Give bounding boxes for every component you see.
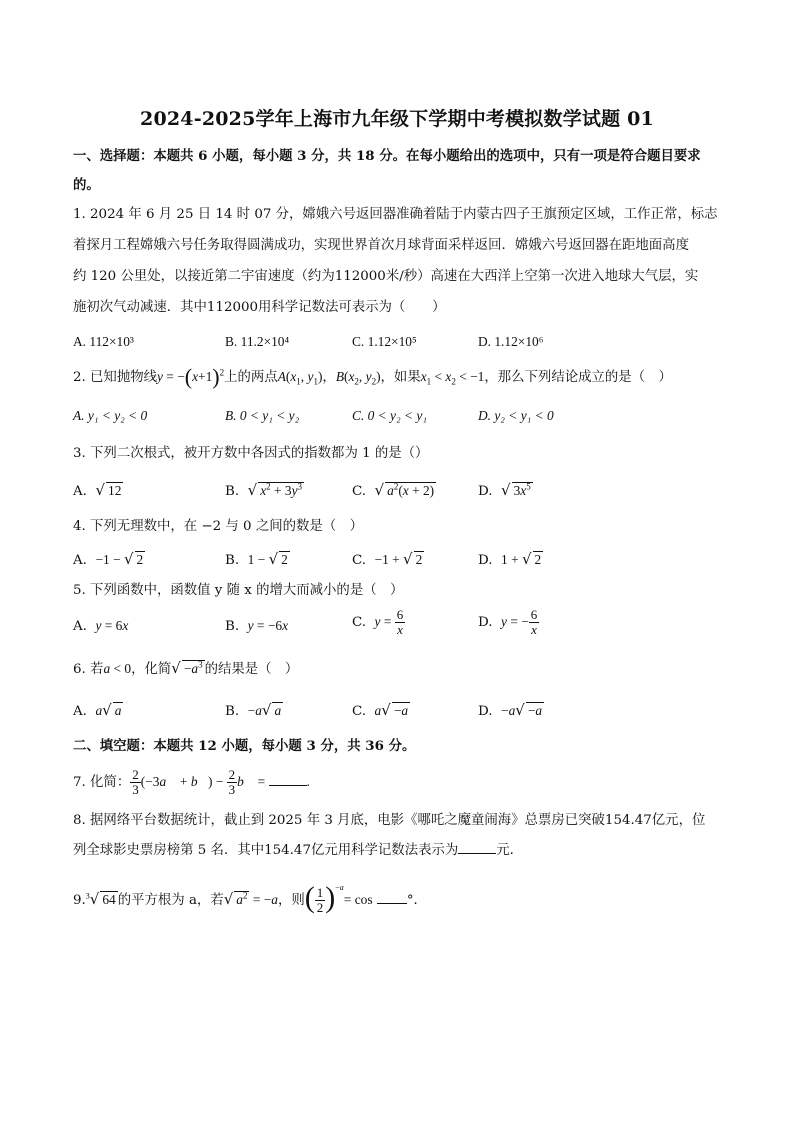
q5-option-a[interactable]: A. y = 6x <box>73 618 129 634</box>
q6-option-d[interactable]: D. −a√ −a <box>478 701 543 719</box>
q9-answer-blank[interactable] <box>377 891 407 904</box>
q8-line2: 列全球影史票房榜第 5 名．其中154.47亿元用科学记数法表示为 元． <box>73 843 524 858</box>
q5-stem: 5. 下列函数中，函数值 y 随 x 的增大而减小的是（ ） <box>73 583 404 598</box>
q2-option-c[interactable]: C. 0 < y₂ < y₁ <box>352 408 427 423</box>
q5-option-d[interactable]: D. y = − $\frac{6}{x}$ <box>478 607 538 637</box>
q2-stem-post: ，如果 <box>380 370 421 385</box>
q4-option-b[interactable]: B. 1 − √ 2 <box>225 550 288 568</box>
q8-line1: 8. 据网络平台数据统计，截止到 2025 年 3 月底，电影《哪吒之魔童闹海》总票房已突破154.47亿元，位 <box>73 813 706 828</box>
section1-heading-cont: 的。 <box>73 177 100 193</box>
q3-stem: 3. 下列二次根式，被开方数中各因式的指数都为 1 的是（） <box>73 446 429 461</box>
q6-option-b[interactable]: B. −a√ a <box>225 701 282 719</box>
q1-line2: 着探月工程嫦娥六号任务取得圆满成功，实现世界首次月球背面采样返回．嫦娥六号返回器在距地面高度 <box>73 238 689 253</box>
q1-option-d[interactable]: D. 1.12×10⁶ <box>478 334 544 349</box>
q2-point-b: B <box>335 369 344 384</box>
q2-parabola-formula: y <box>157 369 163 384</box>
q2-option-a[interactable]: A. y₁ < y₂ < 0 <box>73 408 148 423</box>
section1-heading: 一、选择题：本题共 6 小题，每小题 3 分，共 18 分。在每小题给出的选项中，只有一项是符合题目要求 <box>73 148 701 164</box>
q2-option-d[interactable]: D. y₂ < y₁ < 0 <box>478 408 554 423</box>
q4-option-d[interactable]: D. 1 + √ 2 <box>478 550 542 568</box>
q2-condition: x <box>420 369 427 384</box>
q5-option-b[interactable]: B. y = −6x <box>225 618 289 634</box>
q2-stem-end: ，那么下列结论成立的是（ ） <box>484 370 672 385</box>
q7-stem: 7. 化简： $\frac{2}{3}$ (−3a⃗ + b⃗) − $\frac{2}{3}$ b⃗ = . <box>73 767 310 797</box>
q1-option-a[interactable]: A. 112×10³ <box>73 334 134 349</box>
q6-stem: 6. 若a < 0，化简√ $-a^3$ 的结果是（ ） <box>73 659 299 677</box>
q1-option-c[interactable]: C. 1.12×10⁵ <box>352 334 417 349</box>
q8-answer-blank[interactable] <box>458 841 496 854</box>
q3-option-b[interactable]: B. √ $x^2 + 3y^3$ <box>225 481 303 499</box>
q2-option-b[interactable]: B. 0 < y₁ < y₂ <box>225 408 300 423</box>
q1-line1: 1. 2024 年 6 月 25 日 14 时 07 分，嫦娥六号返回器准确着陆于内蒙古四子王旗预定区域，工作正常，标志 <box>73 207 718 222</box>
q4-stem: 4. 下列无理数中，在 −2 与 0 之间的数是（ ） <box>73 519 363 534</box>
q2-stem-pre: 2. 已知抛物线 <box>73 370 157 385</box>
q1-option-b[interactable]: B. 11.2×10⁴ <box>225 334 290 349</box>
q2-stem: 2. 已知抛物线$y = -(x+1)^2$上的两点$A(x_1$, $y_1$)，$B(x_2$, $y_2$)，如果$x_1 < x_2 < -1$，那么下列结论成立的是（ ） <box>73 364 672 389</box>
q6-option-a[interactable]: A. a√ a <box>73 701 122 719</box>
q6-option-c[interactable]: C. a√ −a <box>352 701 409 719</box>
q5-option-c[interactable]: C. y = $\frac{6}{x}$ <box>352 607 404 637</box>
q7-answer-blank[interactable] <box>269 773 307 786</box>
q1-line3: 约 120 公里处，以接近第二宇宙速度（约为112000米/秒）高速在大西洋上空第一次进入地球大气层，实 <box>73 269 699 284</box>
q2-point-a: A <box>277 369 286 384</box>
q4-option-c[interactable]: C. −1 + √ 2 <box>352 550 423 568</box>
page-title: 2024-2025学年上海市九年级下学期中考模拟数学试题 01 <box>140 108 654 130</box>
q1-line4: 施初次气动减速．其中112000用科学记数法可表示为（ ） <box>73 300 446 315</box>
q2-stem-mid: 上的两点 <box>224 370 278 385</box>
q3-option-c[interactable]: C. √ $a^2(x + 2)$ <box>352 481 435 499</box>
q9-stem: 9.$^3$√ 64 的平方根为 a，若√ $a^2 = -a$，则( $\frac{1}{2}$ )$^{-a}$= cos °． <box>73 881 427 915</box>
q3-option-d[interactable]: D. √ $3x^5$ <box>478 481 531 499</box>
section2-heading: 二、填空题：本题共 12 小题，每小题 3 分，共 36 分。 <box>73 738 416 754</box>
q3-option-a[interactable]: A. √ 12 <box>73 481 122 499</box>
q4-option-a[interactable]: A. −1 − √ 2 <box>73 550 144 568</box>
